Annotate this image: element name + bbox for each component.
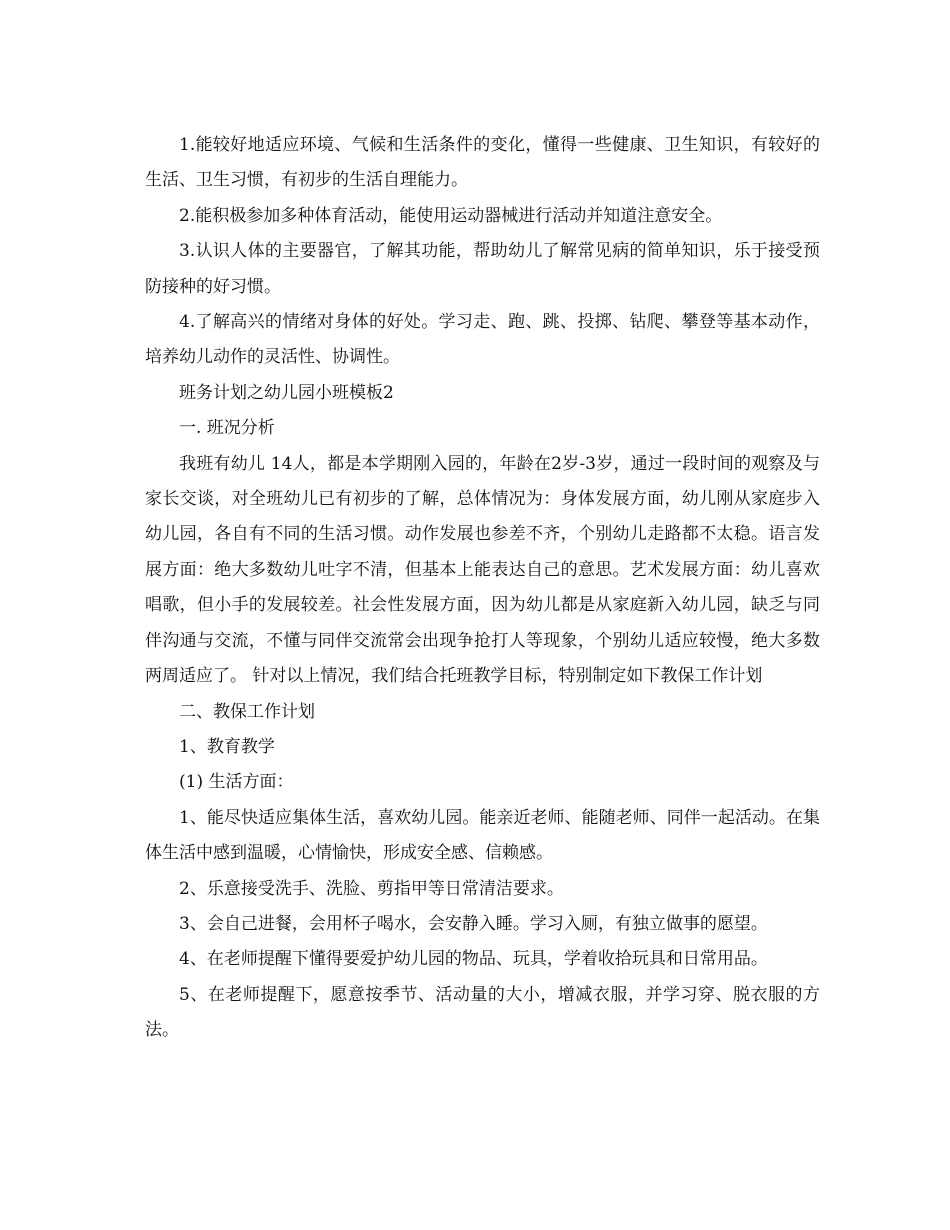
paragraph-life-1: 1、能尽快适应集体生活，喜欢幼儿园。能亲近老师、能随老师、同伴一起活动。在集体生活中感到温暖，心情愉快，形成安全感、信赖感。 (145, 807, 820, 864)
section-title: 班务计划之幼儿园小班模板2 (179, 382, 394, 403)
paragraph-goal-3: 3.认识人体的主要器官，了解其功能，帮助幼儿了解常见病的简单知识，乐于接受预防接种的好习惯。 (145, 241, 820, 297)
paragraph-life-4: 4、在老师提醒下懂得要爱护幼儿园的物品、玩具，学着收拾玩具和日常用品。 (179, 949, 768, 970)
paragraph-life-3: 3、会自己进餐，会用杯子喝水，会安静入睡。学习入厕，有独立做事的愿望。 (179, 913, 768, 934)
heading-life-aspect: (1) 生活方面： (179, 772, 294, 793)
paragraph-life-2: 2、乐意接受洗手、洗脸、剪指甲等日常清洁要求。 (179, 878, 564, 899)
paragraph-goal-2: 2.能积极参加多种体育活动，能使用运动器械进行活动并知道注意安全。 (179, 205, 723, 226)
paragraph-goal-4: 4.了解高兴的情绪对身体的好处。学习走、跑、跳、投掷、钻爬、攀登等基本动作，培养幼儿动作的灵活性、协调性。 (145, 312, 820, 368)
paragraph-class-analysis: 我班有幼儿 14人，都是本学期刚入园的，年龄在2岁-3岁，通过一段时间的观察及与家长交谈，对全班幼儿已有初步的了解，总体情况为：身体发展方面，幼儿刚从家庭步入幼儿园，各自有不同的生活习惯。动作发展也参差不齐，个别幼儿走路都不太稳。语言发展方面：绝大多数幼儿吐字不清，但基本上能表达自己的意思。艺术发展方面：幼儿喜欢唱歌，但小手的发展较差。社会性发展方面，因为幼儿都是从家庭新入幼儿园，缺乏与同伴沟通与交流，不懂与同伴交流常会出现争抢打人等现象，个别幼儿适应较慢，绝大多数两周适应了。 针对以上情况，我们结合托班教学目标，特别制定如下教保工作计划 (145, 453, 820, 687)
paragraph-life-5: 5、在老师提醒下，愿意按季节、活动量的大小，增减衣服，并学习穿、脱衣服的方法。 (145, 984, 820, 1041)
document-body (145, 128, 820, 1049)
heading-education: 1、教育教学 (179, 736, 275, 757)
heading-work-plan: 二、教保工作计划 (179, 701, 315, 722)
heading-class-analysis: 一. 班况分析 (179, 418, 275, 439)
paragraph-goal-1: 1.能较好地适应环境、气候和生活条件的变化，懂得一些健康、卫生知识，有较好的生活、卫生习惯，有初步的生活自理能力。 (145, 135, 820, 191)
